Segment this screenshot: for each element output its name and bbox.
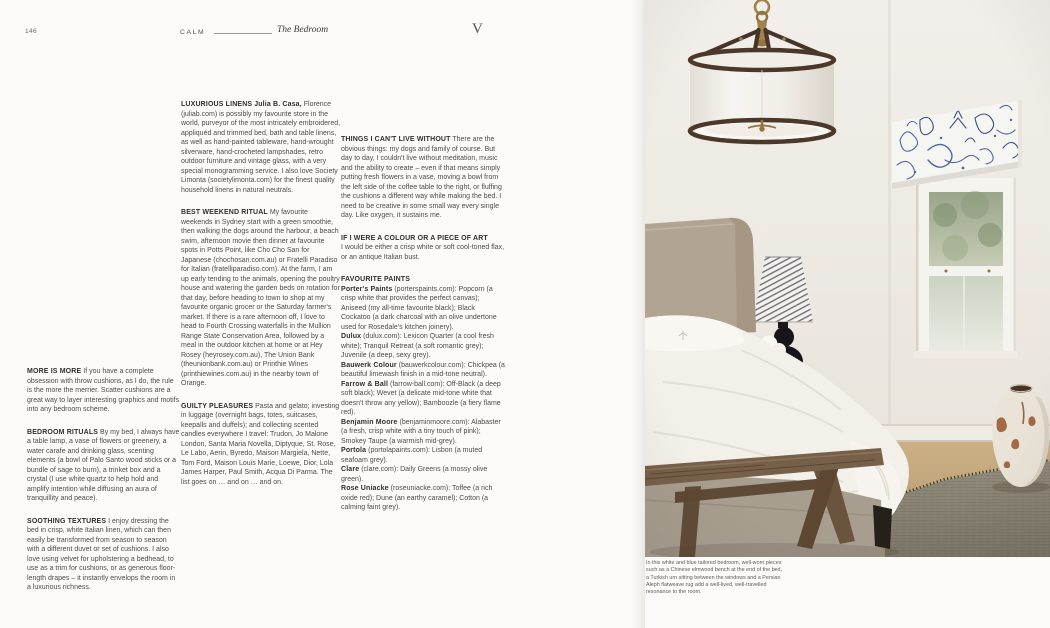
paint-brand: Portola [341, 447, 367, 454]
section-best-weekend-ritual [181, 208, 341, 389]
paint-detail: (roseuniacke.com): Toffee (a rich oxide red); Dune (an earthy caramel); Cotton (a calming faint grey). [341, 485, 493, 511]
paint-brand: Porter's Paints [341, 285, 393, 293]
chapter-title: CALM [180, 29, 206, 36]
paint-entry [341, 361, 505, 380]
paint-brand: Clare [341, 466, 360, 473]
section-more-is-more [27, 367, 180, 415]
paint-brand: Farrow & Ball [341, 380, 389, 388]
page-number: 146 [25, 28, 38, 35]
section-heading: GUILTY PLEASURES [181, 402, 254, 410]
section-body: If you have a complete obsession with throw cushions, as I do, the rule is the more the merrier. Scatter cushions are a great way to layer interesting graphics and motifs into any bedroom scheme. [27, 368, 180, 413]
section-bedroom-rituals [27, 428, 180, 504]
paint-detail: (bauwerkcolour.com): Chickpea (a beautiful limewash finish in a mid-tone neutral). [341, 361, 505, 378]
section-things-i-cant-live-without [341, 135, 505, 221]
paint-entry [341, 484, 505, 513]
page-gutter [631, 0, 645, 628]
section-title: The Bedroom [277, 25, 329, 35]
section-heading: BEST WEEKEND RITUAL [181, 209, 268, 216]
section-body: My favourite weekends in Sydney start with a green smoothie, then walking the dogs around the harbour, a beach swim, afternoon movie then dinner at favourite spots in Potts Point, like Cho Cho San for Japanese (chochosan.com.au) or Fratelli Paradiso for Italian (fratelliparadiso.com). At the farm, I am up early tending to the animals, opening the poultry house and watering the garden beds on rotation for that day, before heading to town to shop at my favourite organic grocer or the Saturday farmer's market. If there is a rare afternoon off, I love to head to Fourth Crossing waterfalls in the Mullion Range State Conservation Area, followed by a meal in the outdoor kitchen at home or at Hey Rosey (heyrosey.com.au), The Union Bank (theunionbank.com.au) or Printhie Wines (printhiewines.com.au) in the nearby town of Orange. [181, 209, 340, 387]
paint-detail: (portolapaints.com): Lisbon (a muted seafoam grey). [341, 447, 483, 464]
paint-detail: (clare.com): Daily Greens (a mossy olive green). [341, 466, 488, 483]
section-body: Pasta and gelato; investing in luggage (overnight bags, totes, suitcases, keepalls and duffels); and collecting scented candles everywhere I travel: Trudon, Jo Malone London, Santa Maria Novella, Diptyque, St. Rose, Le Labo, Aerin, Byredo, Maison Margiela, Nette, Tom Ford, Maison Louis Marie, Loewe, Dior, Lola James Harper, Paul Smith, Acqua Di Parma. The list goes on … and on … and on. [181, 402, 340, 486]
section-body: I would be either a crisp white or soft cool-toned flax, or an antique Italian bust. [341, 244, 505, 261]
section-body: Florence (juliab.com) is possibly my favourite store in the world, purveyor of the most intricately embroidered, appliquéd and trimmed bed, bath and table linens, as well as hand-painted tableware, hand-wrought silverware, hand-crocheted lampshades, retro outdoor furniture and vintage glass, with a very special monogramming service. I also love Society Limonta (societylimonta.com) for the finest quality household linens in natural neutrals. [181, 101, 341, 194]
paint-entry [341, 332, 505, 361]
photo-caption: In this white and blue tailored bedroom, well-worn pieces such as a Chinese elmwood bench at the end of the bed, a Turkish urn sitting between the windows and a Persian Aleph flatweave rug add a well-lived, well-travelled resonance to the room. [646, 560, 783, 596]
section-guilty-pleasures [181, 402, 341, 488]
bedroom-photo [645, 0, 1050, 557]
section-body: I enjoy dressing the bed in crisp, white Italian linen, which can then easily be transformed from season to season with a different duvet or set of cushions. I also love using velvet for upholstering a bedhead, to use as a trim for cushions, or as generous floor-length drapes – it instantly envelops the room in a luxurious richness. [27, 517, 176, 591]
section-soothing-textures [27, 517, 180, 593]
section-luxurious-linens [181, 100, 341, 195]
section-body: By my bed, I always have a table lamp, a vase of flowers or greenery, a water carafe and drinking glass, scenting elements (a bowl of Palo Santo wood sticks or a bundle of sage to burn), a trinket box and a crystal (I use white quartz to help hold and amplify intention while diffusing an aura of tranquillity and peace). [27, 428, 180, 502]
section-heading: IF I WERE A COLOUR OR A PIECE OF ART [341, 234, 488, 242]
paint-brand: Rose Uniacke [341, 485, 389, 492]
text-column-1 [27, 367, 180, 606]
section-favourite-paints [341, 275, 505, 513]
paint-brand: Bauwerk Colour [341, 361, 397, 369]
paint-entry [341, 285, 505, 333]
header-rule [214, 33, 272, 34]
section-heading: THINGS I CAN'T LIVE WITHOUT [341, 136, 451, 143]
paint-detail: (porterspaints.com): Popcorn (a crisp white that provides the perfect canvas); Aniseed (my all-time favourite black); Black Cockatoo (a dark charcoal with an olive undertone used for Rosedale's kitchen joinery). [341, 285, 497, 331]
text-column-2 [181, 100, 341, 500]
section-heading: BEDROOM RITUALS [27, 428, 99, 436]
paint-detail: (benjaminmoore.com): Alabaster (a fresh, crisp white with a tiny touch of pink); Smokey Taupe (a warmish mid-grey). [341, 418, 501, 445]
paint-entry [341, 465, 505, 484]
paint-entry [341, 418, 505, 447]
section-lead: Julia B. Casa, [254, 101, 302, 108]
text-column-3 [341, 135, 505, 526]
section-heading: FAVOURITE PAINTS [341, 276, 411, 283]
chapter-ornament: V [472, 21, 483, 37]
section-heading: LUXURIOUS LINENS [181, 101, 253, 108]
paint-detail: (farrow-ball.com): Off-Black (a deep soft black); Wevet (a delicate mid-tone white that doesn't throw any yellow); Bamboozle (a fiery flame red). [341, 380, 501, 416]
section-body: There are the obvious things: my dogs and family of course. But day to day, I couldn't live without meditation, music and the ability to create – even if that means simply putting fresh flowers in a vase, moving a bowl from the left side of the coffee table to the right, or fluffing the cushions a different way while making the bed. I need to be creative in some small way every single day. Like oxygen, it sustains me. [341, 136, 502, 219]
section-heading: MORE IS MORE [27, 368, 82, 375]
paint-brand: Dulux [341, 333, 362, 340]
section-if-i-were-a-colour [341, 234, 505, 263]
paint-entry [341, 380, 505, 418]
paint-entry [341, 446, 505, 465]
section-heading: SOOTHING TEXTURES [27, 517, 107, 525]
bedroom-photo-illustration [645, 0, 1050, 557]
photo-vignette [645, 0, 1050, 557]
paint-detail: (dulux.com): Lexicon Quarter (a cool fresh white); Tranquil Retreat (a soft romantic grey); Juvenile (a deep, sexy grey). [341, 333, 494, 359]
paint-brand: Benjamin Moore [341, 418, 398, 426]
